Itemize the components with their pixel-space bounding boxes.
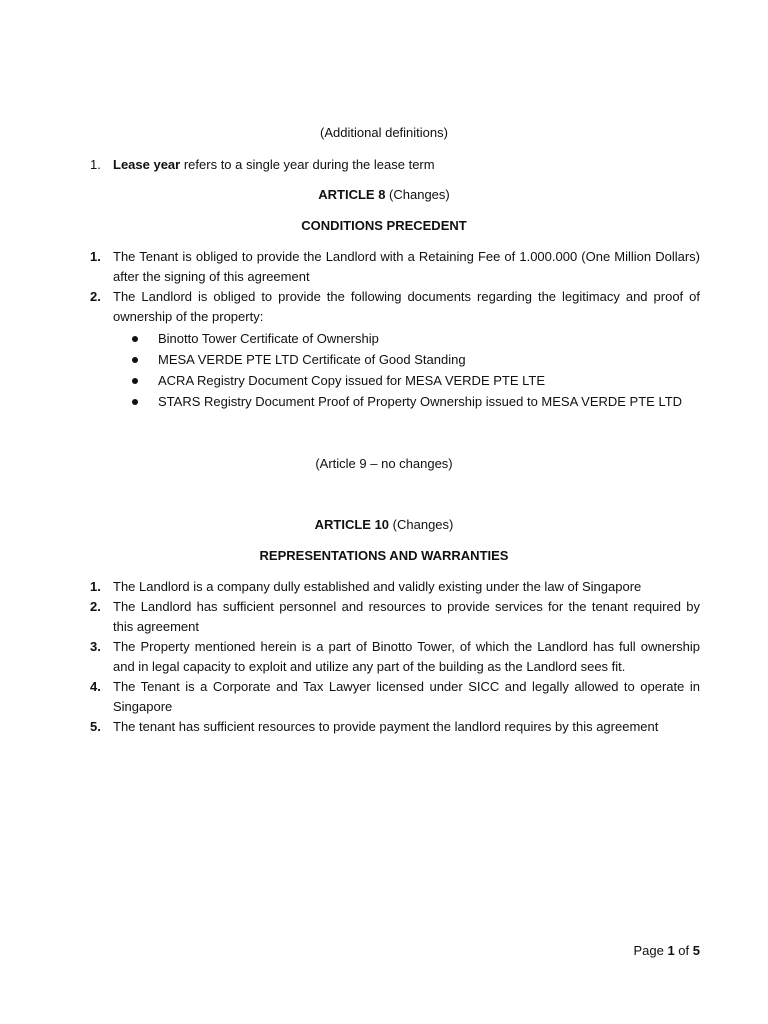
additional-definitions-heading: (Additional definitions) [320,125,448,140]
item-text: The Landlord is a company dully established and validly existing under the law of Singapore [113,579,642,594]
item-number: 1. [90,249,101,264]
item-number: 3. [90,639,101,654]
article-10-list [0,577,700,737]
item-text: The Tenant is a Corporate and Tax Lawyer licensed under SICC and legally allowed to operate in Singapore [113,679,700,714]
list-item [0,287,700,327]
definitions-list [0,155,700,175]
item-text: The Property mentioned herein is a part of Binotto Tower, of which the Landlord has full ownership and in legal capacity to exploit and utilize any part of the building as the Landlord sees fit. [113,639,700,674]
item-text: The Landlord has sufficient personnel and resources to provide services for the tenant required by this agreement [113,599,700,634]
article-10-heading: ARTICLE 10 (Changes) [314,517,454,532]
list-item: MESA VERDE PTE LTD Certificate of Good Standing [0,350,682,371]
item-text: The Landlord is obliged to provide the following documents regarding the legitimacy and proof of ownership of the property: [113,289,700,324]
item-number: 1. [90,157,101,172]
item-text: The Tenant is obliged to provide the Landlord with a Retaining Fee of 1.000.000 (One Million Dollars) after the signing of this agreement [113,249,700,284]
current-page: 1 [667,943,675,958]
list-item [0,247,700,287]
item-number: 1. [90,579,101,594]
list-item [0,637,700,677]
item-text: The tenant has sufficient resources to provide payment the landlord requires by this agreement [113,719,659,734]
list-item [0,717,700,737]
required-documents-list [0,329,682,413]
list-item [0,677,700,717]
article-8-heading: ARTICLE 8 (Changes) [318,187,450,202]
list-item [0,155,700,175]
item-number: 4. [90,679,101,694]
defined-term: Lease year [113,157,181,172]
page-number-footer: Page 1 of 5 [633,943,700,958]
bullet-icon [132,378,138,384]
bullet-icon [132,399,138,405]
list-item: STARS Registry Document Proof of Property Ownership issued to MESA VERDE PTE LTD [0,392,682,413]
bullet-icon [132,357,138,363]
item-number: 5. [90,719,101,734]
item-number: 2. [90,289,101,304]
article-8-list [0,247,700,327]
list-item: Binotto Tower Certificate of Ownership [0,329,682,350]
list-item [0,597,700,637]
definition-text: refers to a single year during the lease term [180,157,435,172]
conditions-precedent-title: CONDITIONS PRECEDENT [301,218,467,233]
article-9-note: (Article 9 – no changes) [315,456,453,471]
representations-warranties-title: REPRESENTATIONS AND WARRANTIES [259,548,509,563]
list-item: ACRA Registry Document Copy issued for MESA VERDE PTE LTE [0,371,682,392]
bullet-icon [132,336,138,342]
total-pages: 5 [692,943,700,958]
item-number: 2. [90,599,101,614]
list-item [0,577,700,597]
